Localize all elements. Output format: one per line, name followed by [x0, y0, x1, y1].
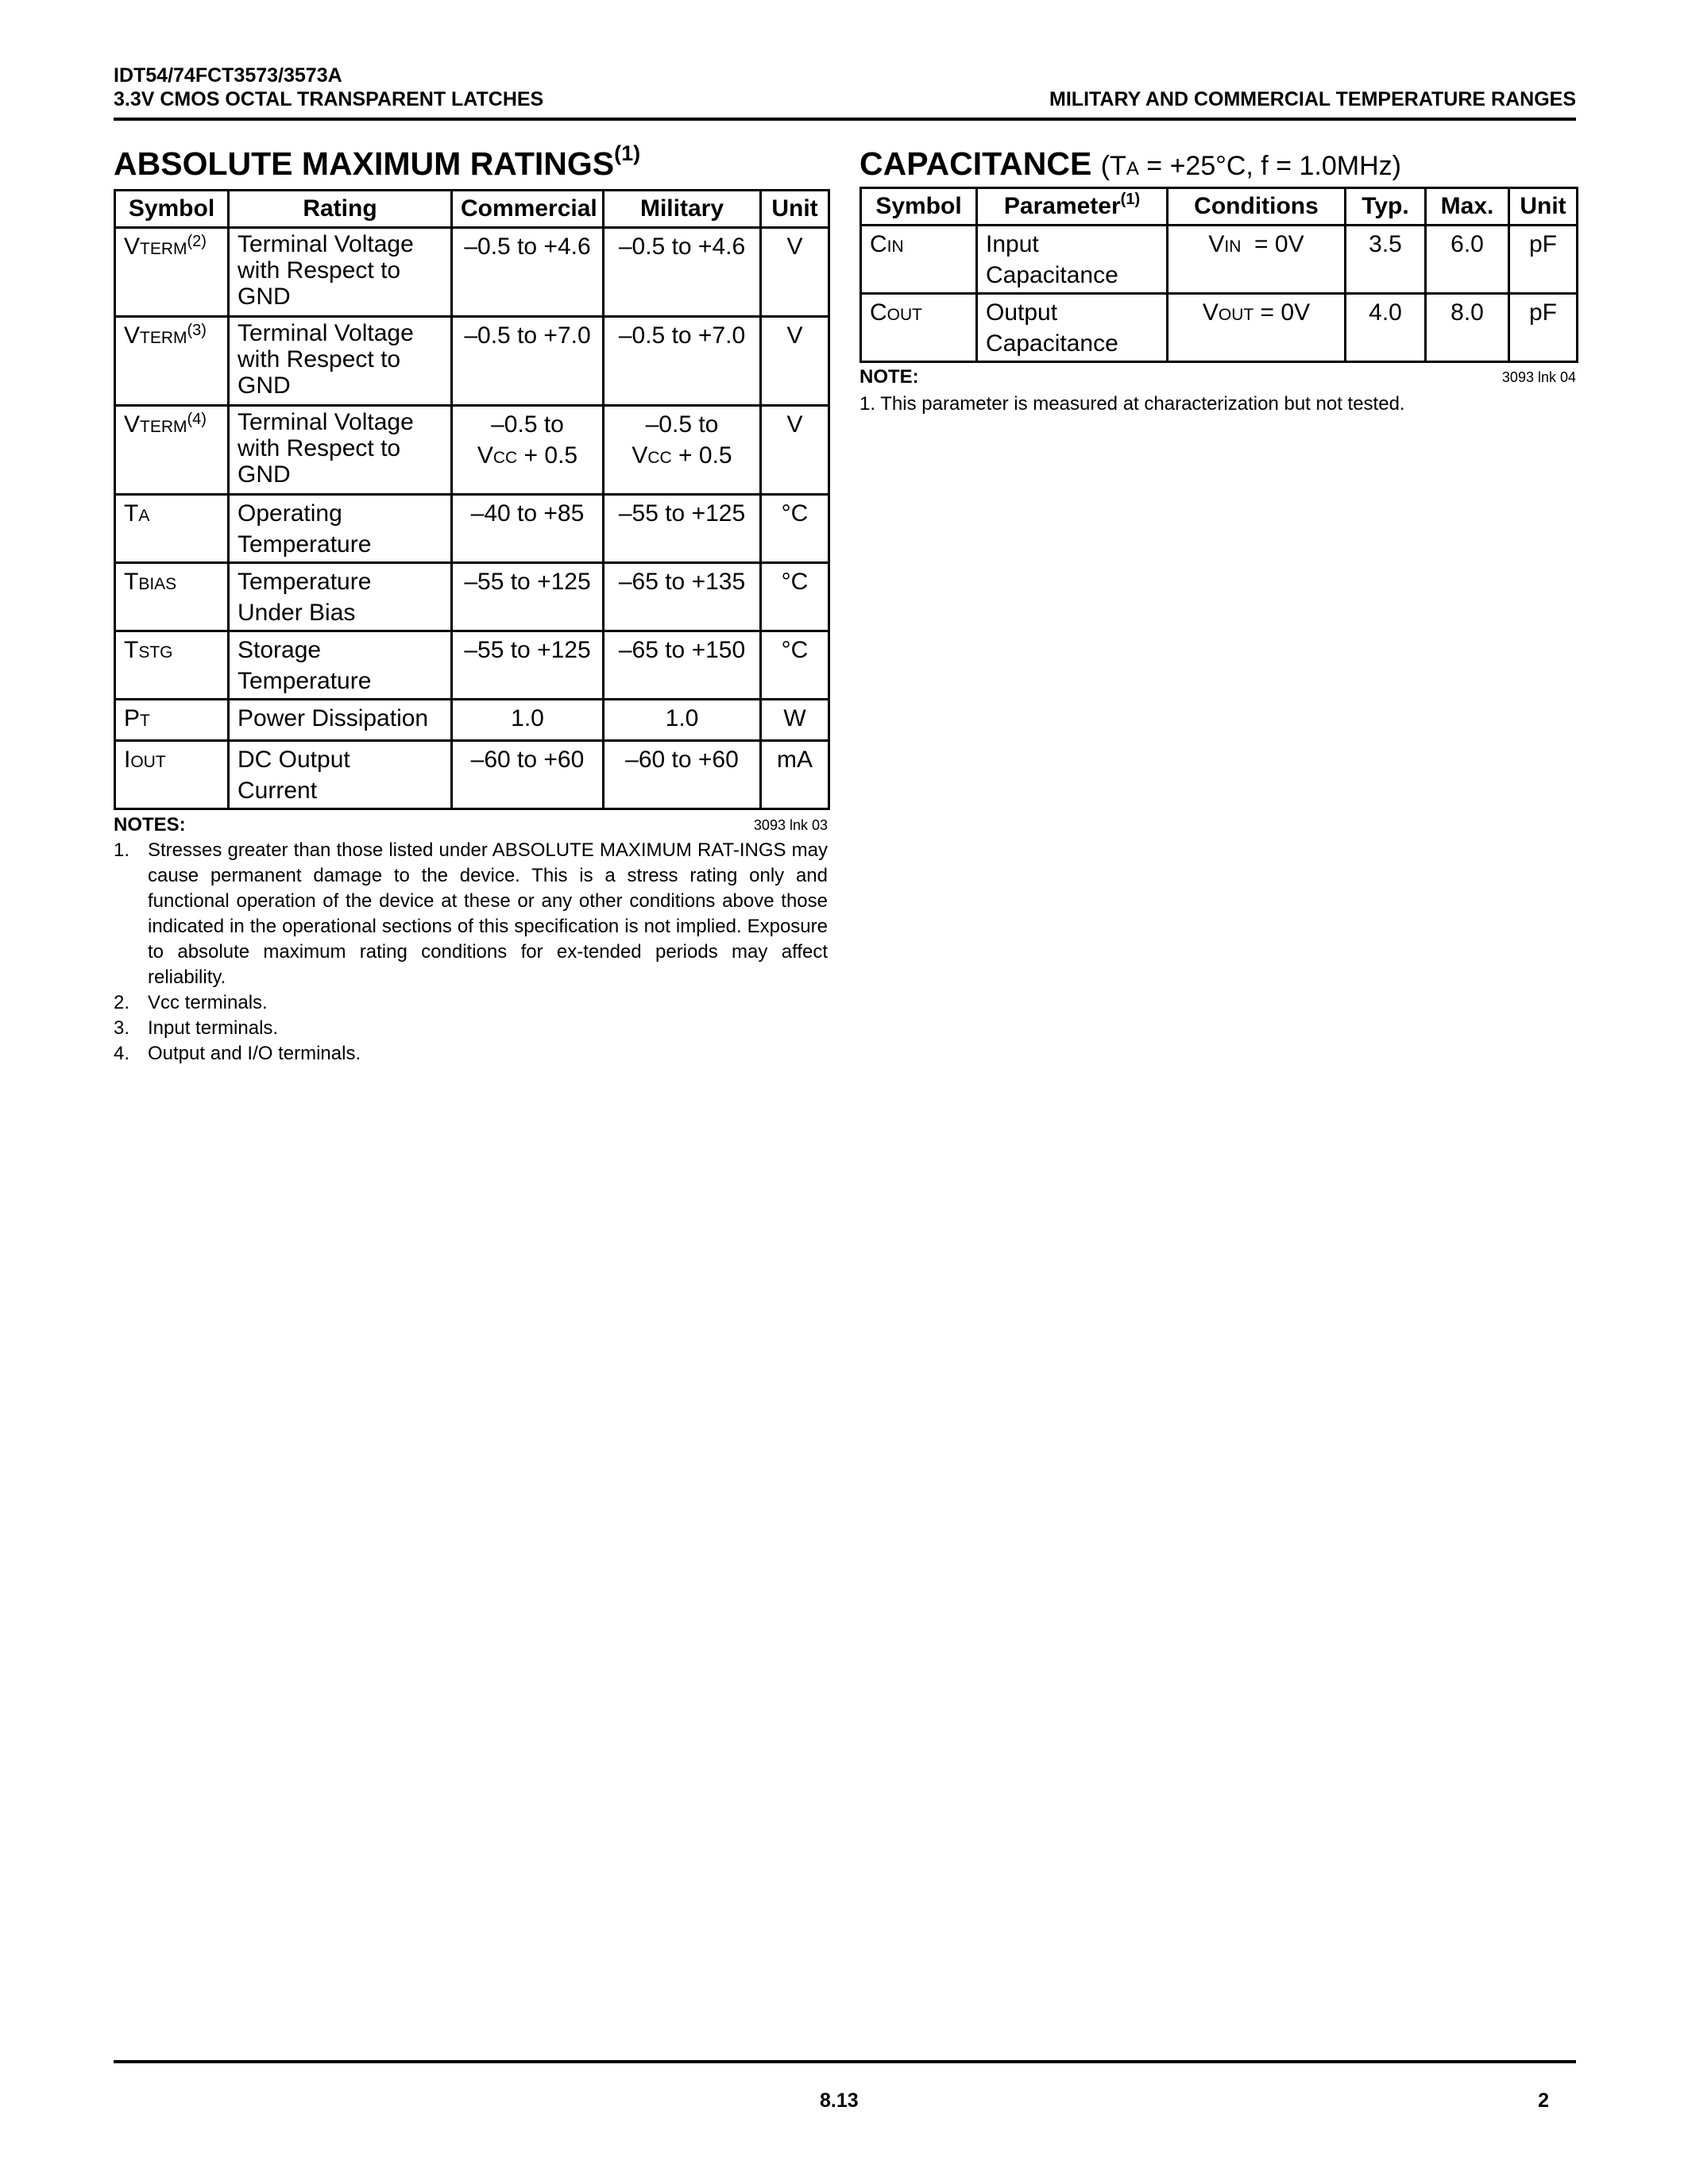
- commercial-cell: 1.0: [452, 700, 604, 741]
- unit-cell: V: [761, 317, 829, 406]
- commercial-cell: –60 to +60: [452, 741, 604, 809]
- symbol-cell: VTERM$^{(2)}$: [115, 228, 229, 317]
- max-cell: 6.0: [1426, 226, 1509, 294]
- table-row: [115, 317, 829, 406]
- table-row: [861, 226, 1578, 294]
- cap-table-ref: 3093 lnk 04: [1501, 369, 1576, 385]
- device-description: 3.3V CMOS OCTAL TRANSPARENT LATCHES: [114, 88, 544, 110]
- cap-note-label: NOTE:: [859, 366, 919, 388]
- table-row: [115, 631, 829, 700]
- part-number: IDT54/74FCT3573/3573A: [114, 64, 342, 87]
- commercial-cell: –0.5 to VCC + 0.5: [452, 406, 604, 495]
- symbol-cell: TA: [115, 495, 229, 563]
- conditions-cell: VIN = 0V: [1168, 226, 1346, 294]
- cap-col-unit: Unit: [1509, 188, 1578, 226]
- unit-cell: V: [761, 406, 829, 495]
- unit-cell: °C: [761, 563, 829, 631]
- unit-cell: V: [761, 228, 829, 317]
- commercial-cell: –0.5 to +7.0: [452, 317, 604, 406]
- symbol-cell: CIN: [861, 226, 977, 294]
- cap-col-parameter: Parameter$^{(1)}$: [977, 188, 1168, 226]
- rating-cell: DC Output Current: [229, 741, 452, 809]
- cap-title-text: CAPACITANCE: [859, 145, 1092, 182]
- table-row: [115, 406, 829, 495]
- note-item: 3. Input terminals.: [114, 1017, 279, 1039]
- commercial-cell: –55 to +125: [452, 631, 604, 700]
- table-row: [115, 700, 829, 741]
- note-item: 2. Vcc terminals.: [114, 992, 268, 1013]
- military-cell: –0.5 to VCC + 0.5: [604, 406, 761, 495]
- header-rule: [114, 118, 1576, 121]
- symbol-cell: VTERM$^{(3)}$: [115, 317, 229, 406]
- cap-title: [859, 145, 1401, 188]
- military-cell: –65 to +150: [604, 631, 761, 700]
- amr-col-rating: Rating: [229, 191, 452, 228]
- parameter-cell: Input Capacitance: [977, 226, 1168, 294]
- unit-cell: °C: [761, 631, 829, 700]
- amr-title-text: ABSOLUTE MAXIMUM RATINGS: [114, 145, 615, 182]
- commercial-cell: –55 to +125: [452, 563, 604, 631]
- symbol-cell: VTERM$^{(4)}$: [115, 406, 229, 495]
- unit-cell: pF: [1509, 294, 1578, 362]
- cap-conditions: (TA = +25°C, f = 1.0MHz): [1100, 151, 1401, 181]
- unit-cell: pF: [1509, 226, 1578, 294]
- typ-cell: 3.5: [1346, 226, 1426, 294]
- military-cell: –0.5 to +4.6: [604, 228, 761, 317]
- page-number: 2: [1538, 2089, 1549, 2112]
- symbol-cell: IOUT: [115, 741, 229, 809]
- amr-table-ref: 3093 lnk 03: [753, 817, 828, 833]
- amr-col-commercial: Commercial: [452, 191, 604, 228]
- note-item: 1. Stresses greater than those listed under ABSOLUTE MAXIMUM RAT-INGS may cause permanent damage to the device. This is a stress rating only and functional operation of the device at these or any other conditions above those indicated in the operational sections of this specification is not implied. Exposure to absolute maximum rating conditions for ex-tended periods may affect reliability.: [114, 839, 828, 988]
- cap-header-row: [861, 188, 1578, 226]
- conditions-cell: VOUT = 0V: [1168, 294, 1346, 362]
- note-item: 4. Output and I/O terminals.: [114, 1043, 361, 1064]
- cap-col-typ: Typ.: [1346, 188, 1426, 226]
- military-cell: –65 to +135: [604, 563, 761, 631]
- unit-cell: °C: [761, 495, 829, 563]
- amr-col-military: Military: [604, 191, 761, 228]
- military-cell: –60 to +60: [604, 741, 761, 809]
- table-row: [115, 741, 829, 809]
- section-number: 8.13: [820, 2089, 859, 2112]
- rating-cell: Terminal Voltage with Respect to GND: [229, 317, 452, 406]
- amr-header-row: [115, 191, 829, 228]
- rating-cell: Storage Temperature: [229, 631, 452, 700]
- typ-cell: 4.0: [1346, 294, 1426, 362]
- symbol-cell: TSTG: [115, 631, 229, 700]
- unit-cell: W: [761, 700, 829, 741]
- temperature-range: MILITARY AND COMMERCIAL TEMPERATURE RANGES: [1049, 88, 1576, 110]
- max-cell: 8.0: [1426, 294, 1509, 362]
- symbol-cell: PT: [115, 700, 229, 741]
- amr-title-sup: (1): [614, 141, 641, 165]
- cap-col-max: Max.: [1426, 188, 1509, 226]
- military-cell: –55 to +125: [604, 495, 761, 563]
- symbol-cell: TBIAS: [115, 563, 229, 631]
- cap-col-symbol: Symbol: [861, 188, 977, 226]
- cap-note: 1. This parameter is measured at characterization but not tested.: [859, 393, 1405, 415]
- table-row: [115, 495, 829, 563]
- amr-notes: [114, 838, 828, 1067]
- commercial-cell: –0.5 to +4.6: [452, 228, 604, 317]
- cap-table: [859, 187, 1578, 363]
- commercial-cell: –40 to +85: [452, 495, 604, 563]
- rating-cell: Temperature Under Bias: [229, 563, 452, 631]
- table-row: [861, 294, 1578, 362]
- footer-rule: [114, 2060, 1576, 2063]
- table-row: [115, 228, 829, 317]
- symbol-cell: COUT: [861, 294, 977, 362]
- unit-cell: mA: [761, 741, 829, 809]
- table-row: [115, 563, 829, 631]
- rating-cell: Terminal Voltage with Respect to GND: [229, 228, 452, 317]
- rating-cell: Terminal Voltage with Respect to GND: [229, 406, 452, 495]
- cap-col-conditions: Conditions: [1168, 188, 1346, 226]
- amr-table: [114, 189, 830, 810]
- rating-cell: Power Dissipation: [229, 700, 452, 741]
- amr-title: [114, 141, 641, 183]
- rating-cell: Operating Temperature: [229, 495, 452, 563]
- military-cell: 1.0: [604, 700, 761, 741]
- parameter-cell: Output Capacitance: [977, 294, 1168, 362]
- amr-col-symbol: Symbol: [115, 191, 229, 228]
- military-cell: –0.5 to +7.0: [604, 317, 761, 406]
- amr-col-unit: Unit: [761, 191, 829, 228]
- amr-notes-label: NOTES:: [114, 814, 186, 835]
